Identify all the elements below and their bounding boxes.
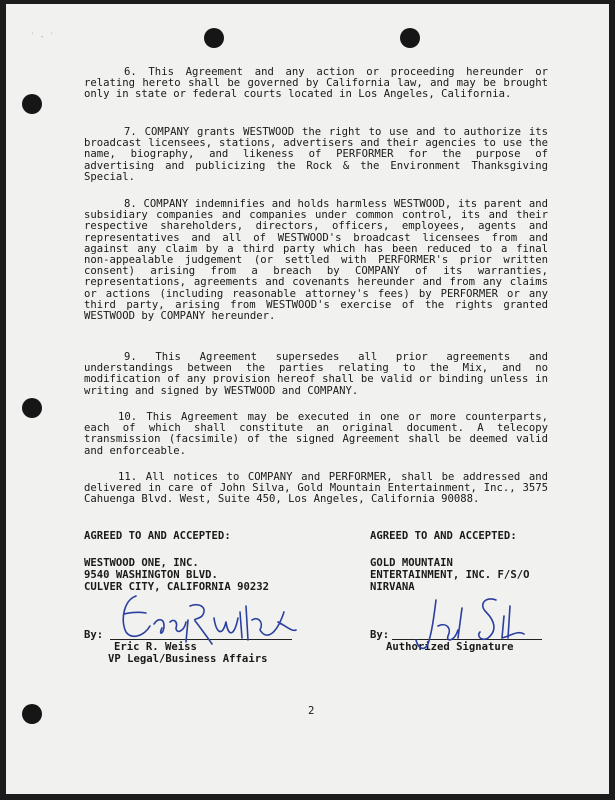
right-by-label: By: bbox=[370, 629, 390, 641]
document-page bbox=[6, 4, 609, 794]
left-signer-title: VP Legal/Business Affairs bbox=[108, 653, 268, 665]
right-signature bbox=[406, 586, 546, 662]
paragraph-7-text: 7. COMPANY grants WESTWOOD the right to use and to authorize its broadcast licensees, stations, advertisers and their agencies to use the name, biography, and likeness of PERFORMER for the purpose of advertising and publicizing the Rock & the Environment Thanksgiving Special. bbox=[84, 126, 548, 183]
right-company-line3: NIRVANA bbox=[370, 581, 415, 593]
punch-hole-left-lower bbox=[22, 704, 42, 724]
paragraph-11 bbox=[84, 472, 548, 506]
paragraph-8-text: 8. COMPANY indemnifies and holds harmless WESTWOOD, its parent and subsidiary companies and companies under common control, its and their respective shareholders, directors, officers, employees, agents and representatives and all of WESTWOOD's broadcast licensees from and against any claim by a third party which has been reduced to a final non-appealable judgement (or settled with PERFORMER's prior written consent) arising from a breach by COMPANY of its warranties, representations, agreements and covenants hereunder and from any claims or actions (including reasonable attorney's fees) by PERFORMER or any third party, arising from WESTWOOD's exercise of the rights granted WESTWOOD by COMPANY hereunder. bbox=[84, 198, 548, 323]
paragraph-6 bbox=[84, 67, 548, 101]
left-signature bbox=[114, 582, 304, 662]
left-agreed-heading: AGREED TO AND ACCEPTED: bbox=[84, 530, 231, 542]
left-signer-name: Eric R. Weiss bbox=[114, 641, 197, 653]
paragraph-7 bbox=[84, 127, 548, 183]
paragraph-9-text: 9. This Agreement supersedes all prior agreements and understandings between the parties relating to the Mix, and no modification of any provision hereof shall be valid or binding unless in writing and signed by WESTWOOD and COMPANY. bbox=[84, 351, 548, 397]
paper-mark: ˙ ˗ ˙ bbox=[30, 32, 55, 41]
paragraph-8 bbox=[84, 199, 548, 322]
paragraph-6-text: 6. This Agreement and any action or proceeding hereunder or relating hereto shall be governed by California law, and may be brought only in state or federal courts located in Los Angeles, California. bbox=[84, 66, 548, 101]
right-company-line2: ENTERTAINMENT, INC. F/S/O bbox=[370, 569, 530, 581]
punch-hole-top-left bbox=[204, 28, 224, 48]
page-number: 2 bbox=[308, 705, 315, 717]
left-company-line2: 9540 WASHINGTON BLVD. bbox=[84, 569, 218, 581]
right-signer-title: Authorized Signature bbox=[386, 641, 514, 653]
left-by-label: By: bbox=[84, 629, 104, 641]
paragraph-10 bbox=[84, 412, 548, 457]
paragraph-11-text: 11. All notices to COMPANY and PERFORMER, shall be addressed and delivered in care of John Silva, Gold Mountain Entertainment, Inc., 3575 Cahuenga Blvd. West, Suite 450, Los Angeles, California 90088. bbox=[84, 471, 548, 506]
punch-hole-left-middle bbox=[22, 398, 42, 418]
punch-hole-top-right bbox=[400, 28, 420, 48]
paragraph-9 bbox=[84, 352, 548, 397]
right-agreed-heading: AGREED TO AND ACCEPTED: bbox=[370, 530, 517, 542]
paragraph-10-text: 10. This Agreement may be executed in one or more counterparts, each of which shall constitute an original document. A telecopy transmission (facsimile) of the signed Agreement shall be deemed valid and enforceable. bbox=[84, 411, 548, 457]
punch-hole-left-upper bbox=[22, 94, 42, 114]
left-company-line1: WESTWOOD ONE, INC. bbox=[84, 557, 199, 569]
left-company-line3: CULVER CITY, CALIFORNIA 90232 bbox=[84, 581, 269, 593]
right-company-line1: GOLD MOUNTAIN bbox=[370, 557, 453, 569]
